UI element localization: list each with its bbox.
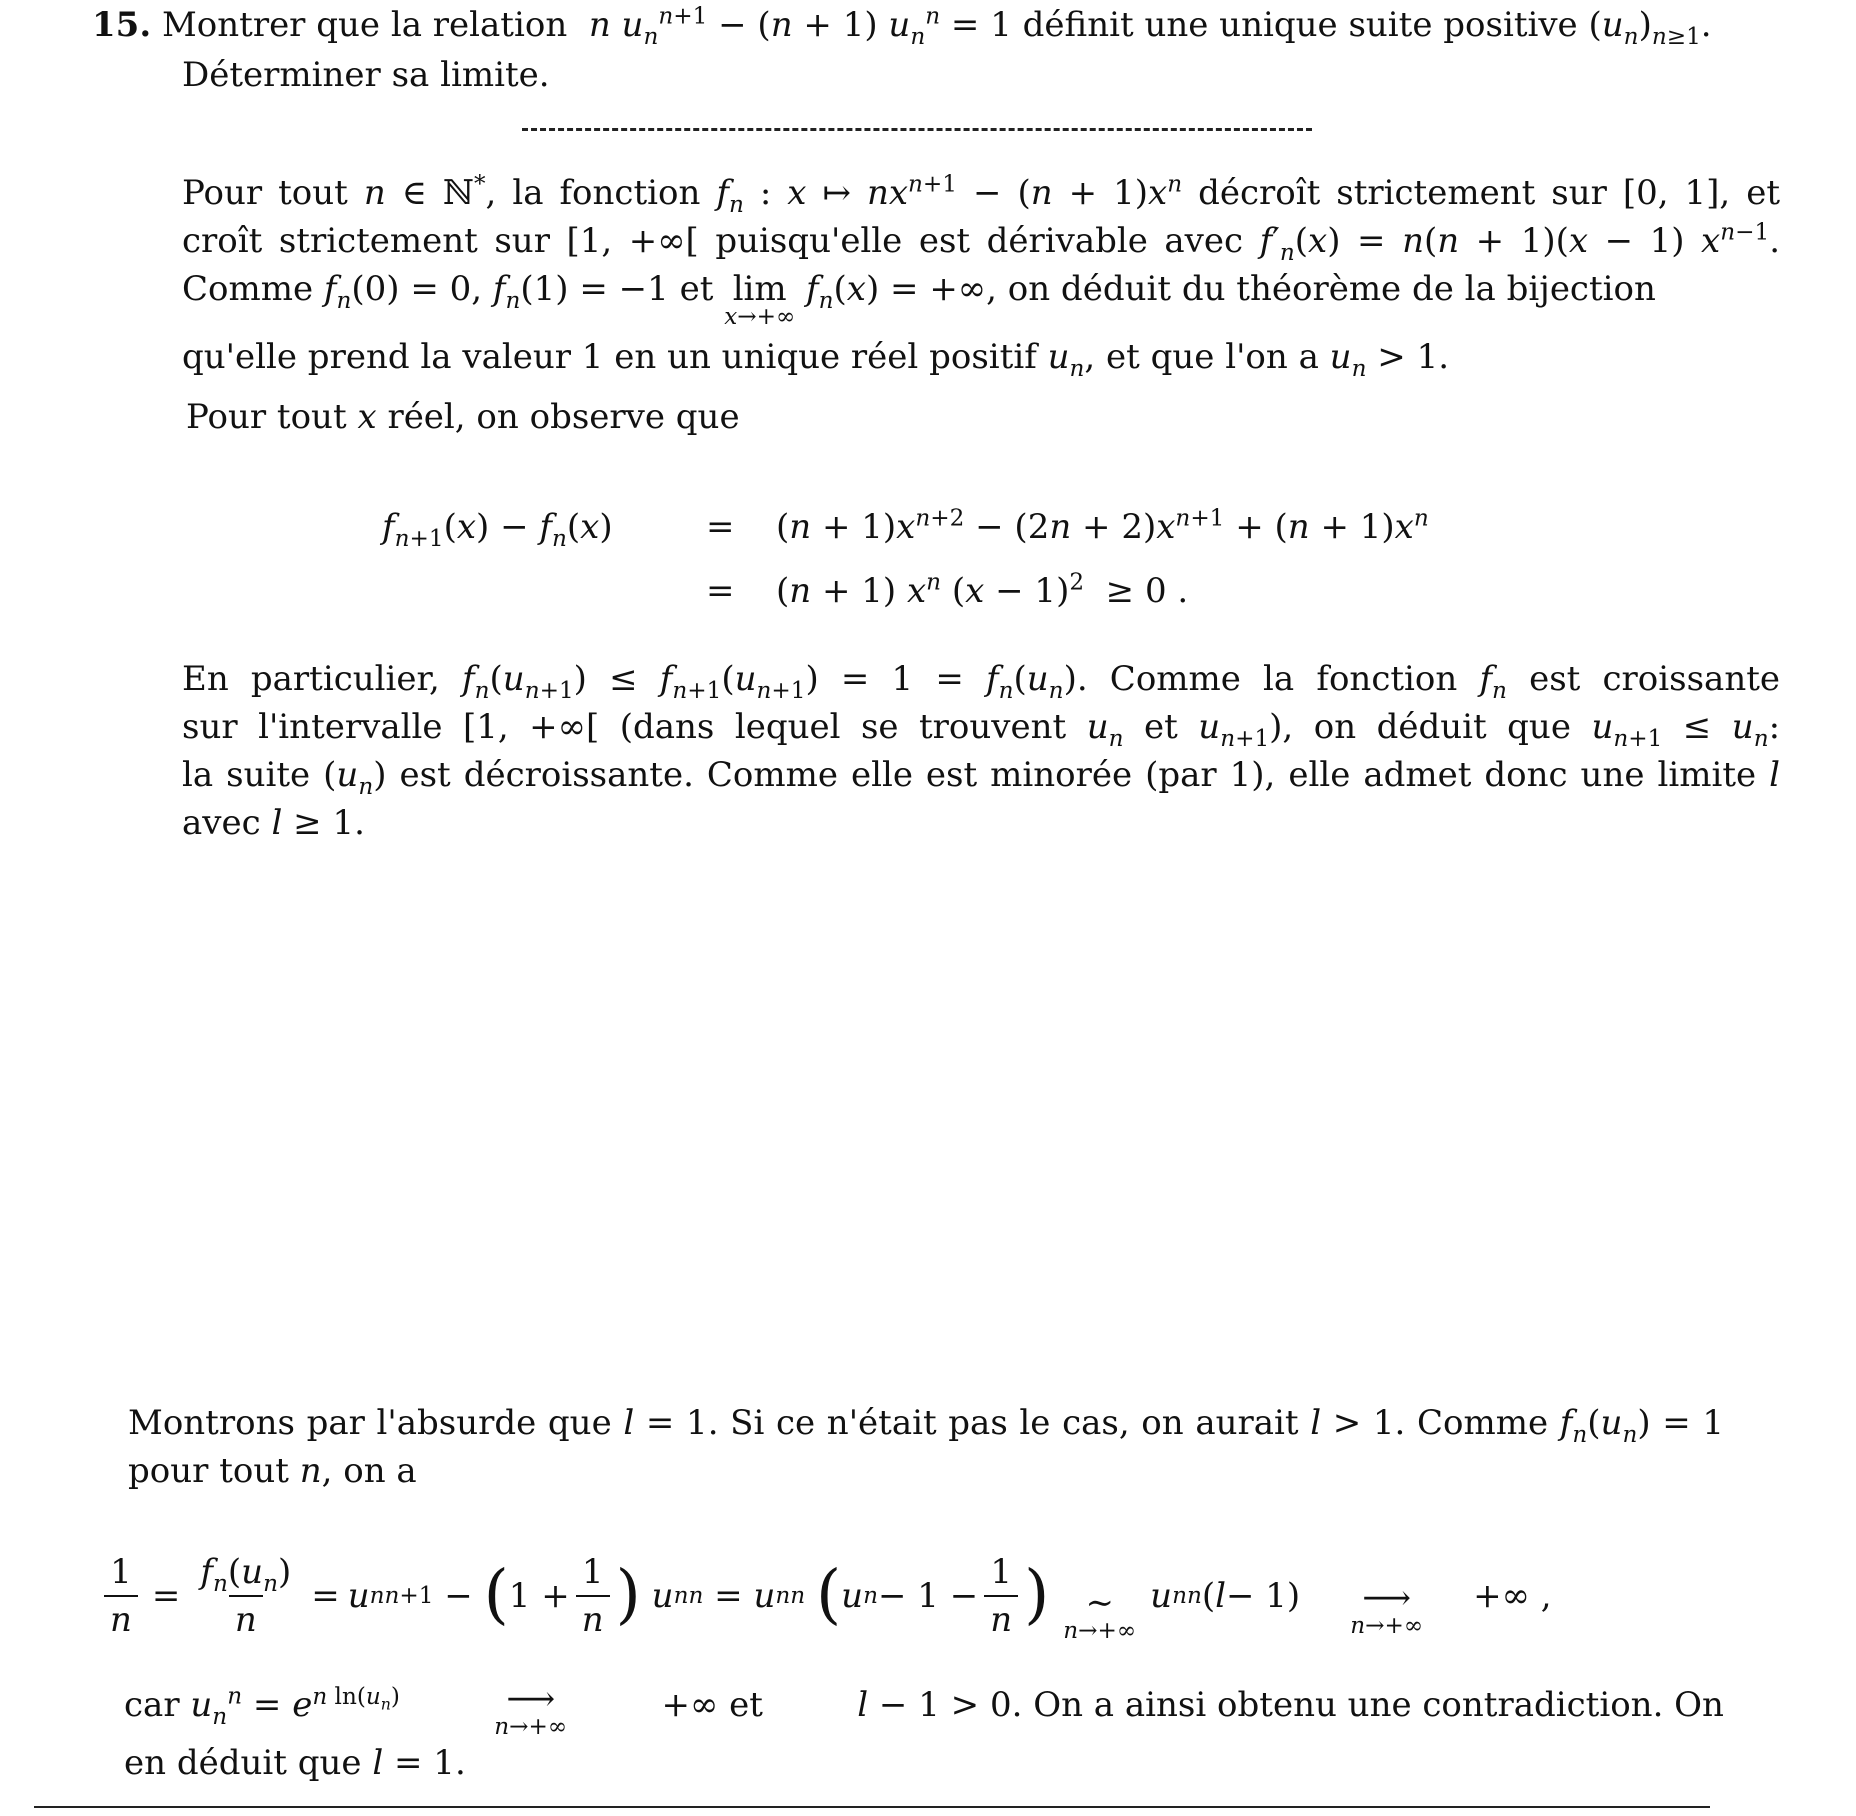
text: Pour tout — [186, 397, 347, 437]
equation-eq2: = — [706, 571, 735, 611]
text: en déduit que — [124, 1743, 362, 1783]
fraction-fn-un-over-n: $\frac{f_n(u_n)}{n}$ — [200, 1551, 292, 1640]
text: car $u_n^n = e^{n ln(u_n)}$ — [124, 1683, 400, 1730]
text: Montrons par l'absurde que — [128, 1403, 612, 1443]
para1-line4: qu'elle prend la valeur 1 en un unique réel positif $u_n$, et que l'on a $u_n > 1$. — [182, 337, 1450, 382]
text: , on déduit du théorème de la bijection — [986, 269, 1656, 309]
text: . Comme la fonction — [1076, 659, 1458, 699]
text: et — [1144, 707, 1178, 747]
text: croît strictement sur [1, +∞[ puisqu'elle est dérivable avec — [182, 221, 1244, 261]
limit-arrow-2: ⟶ n→+∞ — [494, 1679, 568, 1740]
equation-lhs: $f_{n+1}(x) - f_n(x)$ — [382, 507, 613, 552]
para1-line2: croît strictement sur [1, +∞[ puisqu'elle est dérivable avec $f'_n(x) = n(n + 1)(x - 1)$ $x^{n-1}$. — [182, 219, 1780, 266]
text: l − 1 > 0. On a ainsi obtenu une contradiction. On — [857, 1685, 1724, 1725]
para2-line: Pour tout x réel, on observe que — [186, 397, 740, 437]
text: est croissante — [1529, 659, 1780, 699]
para3-line1: En particulier, $f_n(u_{n+1}) \le f_{n+1}(u_{n+1}) = 1 = f_n(u_n)$. Comme la fonction $f_n$ est croissante — [182, 659, 1780, 704]
para5-line2: en déduit que l = 1. — [124, 1743, 466, 1783]
para3-line3: la suite $(u_n)$ est décroissante. Comme elle est minorée (par 1), elle admet donc une limite l — [182, 755, 1780, 800]
exercise-number: 15. — [92, 5, 152, 45]
para4-line1: Montrons par l'absurde que l = 1. Si ce n'était pas le cas, on aurait l > 1. Comme $f_n(u_n) = 1$ — [128, 1403, 1725, 1448]
para1-line1: Pour tout n ∈ ℕ*, la fonction $f_n$ : x ↦ $nx^{n+1} - (n + 1)x^n$ décroît strictement sur [0, 1], et — [182, 171, 1781, 218]
equation-eq1: = — [706, 507, 735, 547]
text: Comme — [182, 269, 314, 309]
fraction-one-over-n: $\frac{1}{n}$ — [104, 1555, 138, 1637]
suite-math: $(u_n)_{n\ge 1}$. — [1588, 5, 1712, 50]
bottom-rule — [34, 1806, 1710, 1808]
text: la suite — [182, 755, 311, 795]
equivalent-operator: ∼ n→+∞ — [1063, 1583, 1137, 1644]
text: +∞ et — [661, 1685, 763, 1725]
limit-operator: lim x→+∞ — [724, 269, 796, 330]
fraction-one-over-n-2: $\frac{1}{n}$ — [576, 1555, 610, 1637]
para1-line3: Comme $f_n(0) = 0$, $f_n(1) = -1$ et lim x→+∞ $f_n(x)$ = +∞, on déduit du théorème de la bijection — [182, 269, 1656, 330]
text: réel, on observe que — [387, 397, 740, 437]
text: qu'elle prend la valeur 1 en un unique réel positif — [182, 337, 1037, 377]
separator-dashes — [522, 128, 1312, 131]
para3-line2: sur l'intervalle [1, +∞[ (dans lequel se trouvent $u_n$ et $u_{n+1}$), on déduit que $u_{n+1} \le u_n$: — [182, 707, 1781, 752]
equation-rhs2: (n + 1) $x^n$ $(x - 1)^2 \ge 0$ . — [776, 569, 1189, 611]
text: , et que l'on a — [1084, 337, 1319, 377]
text: , la fonction — [485, 173, 701, 213]
statement-text: Montrer que la relation — [161, 5, 568, 45]
text: ≥ 0 . — [1105, 571, 1189, 611]
text: En particulier, — [182, 659, 440, 699]
text: pour tout — [128, 1451, 289, 1491]
equation-rhs1: $(n + 1)x^{n+2} - (2n + 2)x^{n+1} + (n + 1)x^n$ — [776, 505, 1429, 547]
para3-line4: avec l ≥ 1. — [182, 803, 365, 843]
text: avec — [182, 803, 261, 843]
relation-math: n $u_n^{n+1} - (n + 1) u_n^n = 1$ — [588, 3, 1012, 50]
text: . Comme — [1394, 1403, 1549, 1443]
statement-text-2: définit une unique suite positive — [1022, 5, 1578, 45]
limit-value: +∞ , — [1473, 1575, 1552, 1616]
exercise-statement — [92, 3, 1712, 50]
text: Pour tout — [182, 173, 348, 213]
text: est décroissante. Comme elle est minorée (par 1), elle admet donc une limite — [399, 755, 1757, 795]
big-equation: $\frac{1}{n}$ = $\frac{f_n(u_n)}{n}$ = u n n+1 − ( 1 + $\frac{1}{n}$ ) u n n = u n n ( u n − 1 − $\frac{1}{n}$ ) ∼ n→+∞ u n n ( l − 1) ⟶ n→+∞ +∞ , — [98, 1548, 1552, 1643]
text: décroît strictement sur [0, 1], et — [1198, 173, 1781, 213]
para5-line1 — [124, 1679, 1724, 1740]
text: ), on déduit que — [1269, 707, 1571, 747]
limit-arrow: ⟶ n→+∞ — [1350, 1578, 1424, 1639]
fraction-one-over-n-3: $\frac{1}{n}$ — [984, 1555, 1018, 1637]
text: sur l'intervalle [1, +∞[ (dans lequel se trouvent — [182, 707, 1067, 747]
text: . Si ce n'était pas le cas, on aurait — [707, 1403, 1299, 1443]
question-line: Déterminer sa limite. — [182, 55, 550, 95]
para4-line2: pour tout n, on a — [128, 1451, 417, 1491]
